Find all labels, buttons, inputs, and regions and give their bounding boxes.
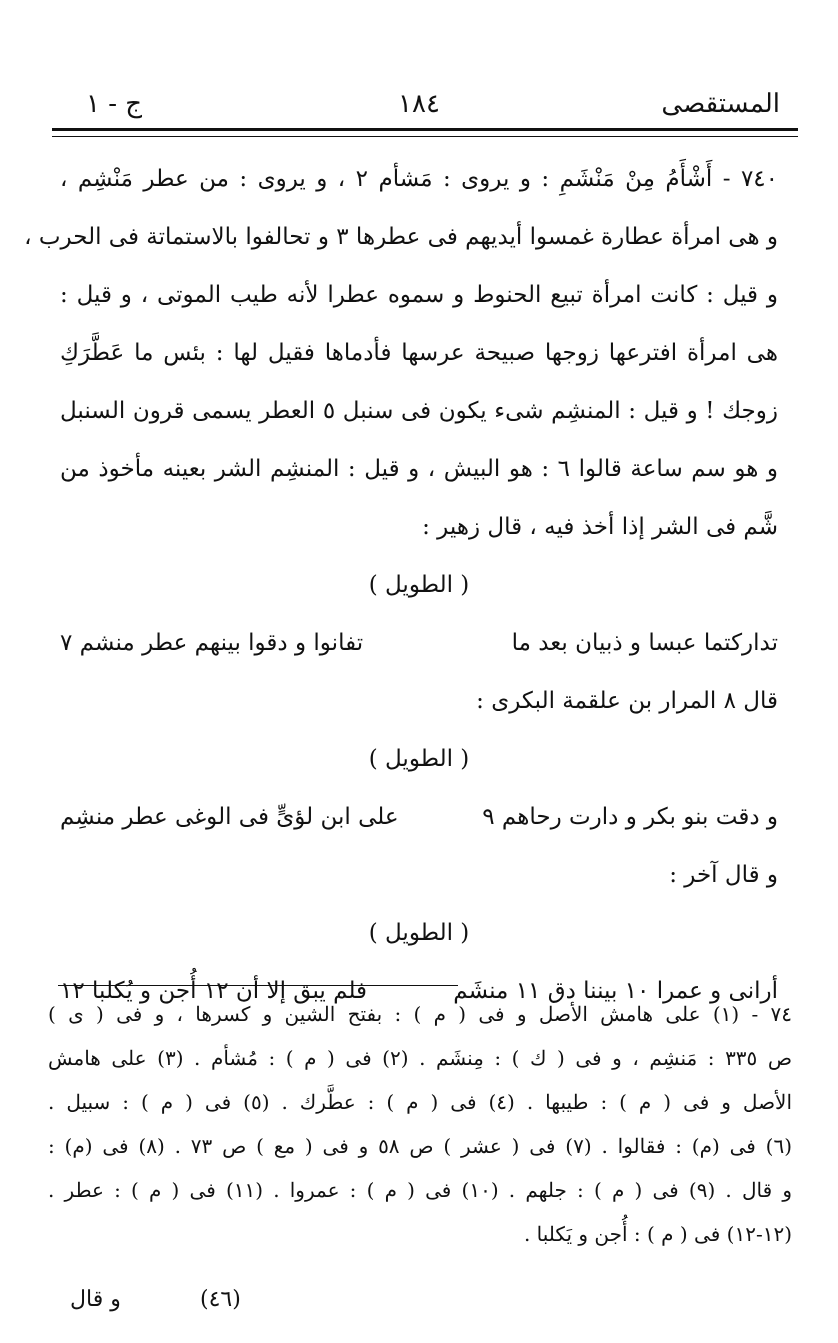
footnote-line: ص ٣٣٥ : مَنشِم ، و فى ( ك ) : مِنشَم . (٢) فى ( م ) : مُشأم . (٣) على هامش — [48, 1046, 793, 1070]
meter-label: ( الطويل ) — [368, 746, 470, 772]
footnote-line: ٧٤ - (١) على هامش الأصل و فى ( م ) : بفتح الشين و كسرها ، و فى ( ى ) — [48, 1002, 793, 1026]
verse-line — [60, 614, 778, 672]
text-line: و هى امرأة عطارة غمسوا أيديهم فى عطرها ٣ و تحالفوا بالاستماتة فى الحرب ، — [24, 224, 778, 250]
text-line: و هو سم ساعة قالوا ٦ : هو البيش ، و قيل : المنشِم الشر بعينه مأخوذ من — [60, 456, 779, 482]
volume-label: ج - ١ — [86, 89, 143, 119]
text-line: زوجك ! و قيل : المنشِم شىء يكون فى سنبل ٥ العطر يسمى قرون السنبل — [60, 398, 778, 424]
header-rule-thick — [52, 128, 798, 131]
meter-label: ( الطويل ) — [368, 572, 470, 598]
main-text — [24, 150, 779, 1020]
running-header — [58, 84, 780, 124]
footnote-line: و قال . (٩) فى ( م ) : جلهم . (١٠) فى ( م ) : عمروا . (١١) فى ( م ) : عطر . — [48, 1178, 792, 1202]
catchword: و قال — [70, 1287, 121, 1312]
footnote-rule — [58, 985, 458, 986]
page-number: ١٨٤ — [398, 89, 440, 119]
second-hemistich: على ابن لؤىٍّ فى الوغى عطر منشِم — [60, 804, 399, 830]
meter-label: ( الطويل ) — [368, 920, 470, 946]
text-line: هى امرأة افترعها زوجها صبيحة عرسها فأدماها فقيل لها : بئس ما عَطَّرَكِ — [60, 340, 778, 366]
book-title: المستقصى — [661, 89, 780, 119]
signature-mark: (٤٦) — [200, 1287, 241, 1312]
second-hemistich: فلم يبق إلا أن ١٢ أُجن و يُكلبا ١٢ — [60, 978, 368, 1004]
text-line: ٧٤٠ - أَشْأَمُ مِنْ مَنْشَمِ : و يروى : مَشأم ٢ ، و يروى : من عطر مَنْشِم ، — [60, 166, 778, 192]
footnote-line: (١٢-١٢) فى ( م ) : أُجن و يَكلبا . — [523, 1222, 792, 1246]
footnotes — [48, 992, 792, 1256]
verse-intro: و قال آخر : — [669, 862, 778, 888]
verse-intro: قال ٨ المرار بن علقمة البكرى : — [476, 688, 778, 714]
first-hemistich: أرانى و عمرا ١٠ بيننا دق ١١ منشَم — [453, 978, 778, 1004]
first-hemistich: تداركتما عبسا و ذبيان بعد ما — [511, 630, 778, 656]
text-line: و قيل : كانت امرأة تبيع الحنوط و سموه عطرا لأنه طيب الموتى ، و قيل : — [60, 282, 778, 308]
verse-line — [60, 788, 778, 846]
footnote-line: الأصل و فى ( م ) : طيبها . (٤) فى ( م ) : عطَّرك . (٥) فى ( م ) : سبيل . — [48, 1090, 793, 1114]
second-hemistich: تفانوا و دقوا بينهم عطر منشم ٧ — [60, 630, 364, 656]
page-footer — [70, 1280, 330, 1320]
text-line: شَّم فى الشر إذا أخذ فيه ، قال زهير : — [422, 514, 778, 540]
footnote-line: (٦) فى (م) : فقالوا . (٧) فى ( عشر ) ص ٥٨ و فى ( مع ) ص ٧٣ . (٨) فى (م) : — [48, 1134, 792, 1158]
first-hemistich: و دقت بنو بكر و دارت رحاهم ٩ — [482, 804, 778, 830]
header-rule-thin — [52, 136, 798, 137]
